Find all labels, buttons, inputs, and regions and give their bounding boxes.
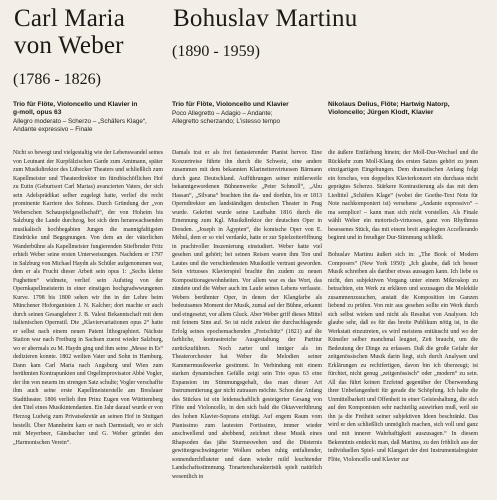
column-3-paragraph-2: Bohuslav Martinu äußert sich in: „The Book of Modern Composers“ (New York 1950): „Ich glaube, daß ich besser Musik schreiben als darüber etwas aussagen kann. Ich liebe es nicht, den subjektiven Vorgang unter einem Mikroskop zu betrachten, ein Werk zu erklären und sozusagen die Moleküle zusammenzusuchen, anstatt die Komposition im Ganzen liebend zu prüfen. Von mir aus gesehen sollte ein Werk durch sich selbst wirken und nicht als Resultat von Analysen. Ich glaube sehr, daß es für das breite Publikum nötig ist, in die Werkstatt einzutreten, es wird meistens enttäuscht und wo der Künstler selber manchmal leugnet, Zeit braucht, um die Bedeutung der Dinge zu erfassen. Daß die große Gefahr der zeitgenössischen Musik darin liegt, sich durch Analysen und Erklärungen zu rechtfertigen, davon bin ich überzeugt; ist fürchtet, nicht genug „zeitgenössisch“ oder „modern“ zu sein. All das führt keinen Erzfeind gegenüber der Überwendung ihrer Unbefangenheit für gerade die Schöpfung. Ich halte die Unmittelbarkeit und Offenheit in einer Geisteshaltung, die sich auf den Komponisten sehr nachteilig auswirken muß, weil sie ihn ja die Freiheit seiner subjektiven Ideen beschränkt. Das wird er den schließlich unmöglich machen, sich voll und ganz und mit innerer Wahrhaftigkeit auszusagen.“ In diesem Bekenntnis entdeckt man, daß Martinu, zu den fröhlich aus der individuellen Spiel- und Klangart der drei Instrumentalregister Flöte, Violoncello und Klavier zur xyxy=(328,252,478,463)
weber-name-line2: von Weber xyxy=(14,32,124,59)
weber-dates: (1786 - 1826) xyxy=(13,71,101,88)
weber-name xyxy=(14,5,125,59)
weber-movements xyxy=(13,118,147,135)
weber-work-title-line1: Trio für Flöte, Violoncello und Klavier in xyxy=(13,101,138,108)
column-2-paragraph: Damals trat er als frei fantasierender Pianist hervor. Eine Konzertreise führte ihn durch die Schweiz, eine andere zusammen mit dem bekannten Klarinettenvirtuosen Bärmann durch ganz Deutschland. Aufführungen seiner mittlerweile bekanntgewordenen Bühnenwerke „Peter Schmoll“, „Abu Hassan“, „Silvana“ brachten ihn da- und dorthin, bis er 1813 Operndirektor am landständigen deutschen Theater in Prag wurde. Gekrönt wurde seine Laufbahn 1816 durch die Ernennung zum Kgl. Musikdirektor der deutschen Oper in Dresden. „Joseph in Ägypten“, die komische Oper von E. Méhul, dem er so viel verdankt, hatte er zur Spielzeiteröffnung in prachtvoller Inszenierung einstudiert. Weber hatte viel gesehen und gehört; bei seinen Reisen waren ihm Ton und Lautes und die verschiedensten Musikstile vertraut geworden. Sein virtuoses Klavierspiel brachte ihn zudem zu neuen Kompositionsgewohnheiten. Vor allem war es das Wort, das zündete und die Weber auch im Laufe seines Lebens verfasste. Webers berühmter Oper, in denen der Klangfarbe als bedeutsames Moment der Musik, zumal auf der Bühne, erkannt und eingesetzt, vor allem Gluck. Aber Weber griff dieses Mittel mit feinem Sinn auf. So ist nicht zuletzt der durchschlagende Erfolg seines epochemachenden „Freischütz“ (1821) auf die farbliche, kontrastreiche Ausgestaltung der Partitur zurückzuführen. Noch zarter und inniger als im Theaterorchester hat Weber die Melodien seiner Kammermusikwerke gestimmt. In Verbindung mit einem starken dynamischen Gefälle zeigt sein Trio opus 63 eine Expansion im Stimmungsgehalt, das man dieser Art Instrumentierung gar nicht zutrauen möchte. Schon der Anfang des Stückes ist ein leidenschaftlich gesteigerter Gesang von Flöte und Violoncello, in den sich bald die Oktavverführung des hohen Klavier-Soprans einfügt. Auf engem Raum vom Pianissimo zum lautesten Fortissimo, immer wieder anschwellend und abebbend, zeichnet diese Musik eines Rhapsoden das jähe Sturmeswehen und die Düsternis gewittergeschwängerter Wolken neben ruhig entfaltender, sonnendurchfluteter und dann wieder mild leuchtender Landschaftsstimmung. Tonartencharakteristik spielt natürlich wesentlich in xyxy=(172,150,322,480)
martinu-name-line: Bohuslav Martinu xyxy=(173,5,358,32)
column-3-paragraph-1: die äußere Entfärbung hinein; der Moll-Dur-Wechsel und die Rückkehr zum Moll-Klang des ersten Satzes gehört zu jenen einzigartigen Eingebungen. Dem dramatischen Anfang folgt ein forsches, von doppeltes Klavierkonzert ein durchaus nicht geprägtes Scherzo. Stärkere Kontrastierung als das mit dem Liedtitel „Schäfers Klage“ (wobei der Goethe-Text Note für Note nachkomponiert ist) versehene „Andante expressivo“ – ma semplice! – kann man sich nicht vorstellen. Als Finale wählt Weber ein motorisch-virtuoses, ganz von Rhythmus besessenes Stück, das mit einem breit angelegten Accellerando beginnt und in freudiger Dur-Stimmung schließt. xyxy=(328,150,478,242)
performers-line2: Violoncello; Jürgen Klodt, Klavier xyxy=(328,109,434,117)
martinu-movements-line1: Poco Allegretto – Adagio – Andante; xyxy=(172,110,273,117)
martinu-name xyxy=(173,5,357,32)
martinu-movements xyxy=(172,110,280,127)
text-column-2 xyxy=(172,149,322,494)
weber-movements-line1: Allegro moderato – Scherzo – „Schäfers Klage“, xyxy=(13,118,147,125)
performers-line1: Nikolaus Delius, Flöte; Hartwig Natorp, xyxy=(328,101,450,108)
text-column-1 xyxy=(13,149,163,494)
weber-work-title-line2: g-moll, opus 63 xyxy=(13,109,62,117)
martinu-movements-line2: Allegretto scherzando; L'istesso tempo xyxy=(172,118,280,126)
column-1-paragraph: Nicht so bewegt und vielgestaltig wie der Lebenswandel seines von Leutnant der Kurpfälzischen Garde zum Amtmann, später zum Musikdirektor des Lübecker Theaters und schließlich zum Kapellmeister und Theaterdirektor im fürstbischöflichen Hof zu Eutin (Geburtsort Carl Marias) avancierten Vaters, der sich sein Adelsprädikat selber zugelegt hatte, verlief die recht prominente Karriere des Sohnes. Durch Gründung der „von Weberschen Schauspielgesellschaft“, der von Hoheim bis Salzburg die Lande durchzog, bot sich dem heranwachsenden musikalisch hochbegabten Jungen die mannigfaltigsten Eindrücke und Begegnungen. Von dem an der väterlichen Wanderbühne als Kapellmeister fungierenden Stiefbruder Fritz erhielt Weber seine ersten Unterweisungen. Nachdem er 1797 in Salzburg von Michael Haydn als Schüler aufgenommen war, dem er als Frucht dieser Arbeit sein opus 1: „Sechs kleine Fughetten“ widmete, verlief sein Aufstieg von der Opernkapellmeisterin in einer einstigen hochgradwwungenen Kurve. 1798 bis 1800 sehen wir ihn in der Lehre beim Münchener Hoforganisten J. N. Kalcher; dort machte er auch durch seinen Gesanglehrer J. B. Valesi Bekanntschaft mit dem italienischen Opernstil. Die „Klaviervariationen opus 2“ hatte er selbst nach einem neuen Patent lithographiert. Nächste Station war nach Freiburg in Sachsen zuerst wieder Salzburg, wo er abermals zu M. Haydn ging und ihm seine „Messe in Es“ dedizieren konnte. 1802 weilten Vater und Sohn in Hamburg. Dann kam Carl Maria nach Augsburg und Wien zum berühmten Kontrapunkten und Orgelimprovisator Abbé Vogler, der ihn von neuem im strengen Satz schulte; Vogler verschaffte ihm auch seine erste Kapellmeisterstelle am Breslauer Stadttheater. 1806 verlieh ihm Prinz Eugen von Württemberg den Titel eines Musikintendanten. Ein Jahr darauf wurde er von Herzog Ludwig zum Privatsekretär an seinen Hof in Stuttgart bestellt. Über Mannheim kam er nach Darmstadt, wo er sich mit Meyerbeer, Gänsbacher und G. Weber gründet den „Harmonischen Verein“. xyxy=(13,150,163,446)
weber-work-title xyxy=(13,101,137,118)
weber-movements-line2: Andante expressivo – Finale xyxy=(13,126,93,134)
performers xyxy=(328,101,450,118)
text-column-3 xyxy=(328,149,478,494)
weber-name-line1: Carl Maria xyxy=(14,5,125,32)
martinu-work-title: Trio für Flöte, Violoncello und Klavier xyxy=(172,101,289,108)
martinu-dates: (1890 - 1959) xyxy=(172,43,260,60)
